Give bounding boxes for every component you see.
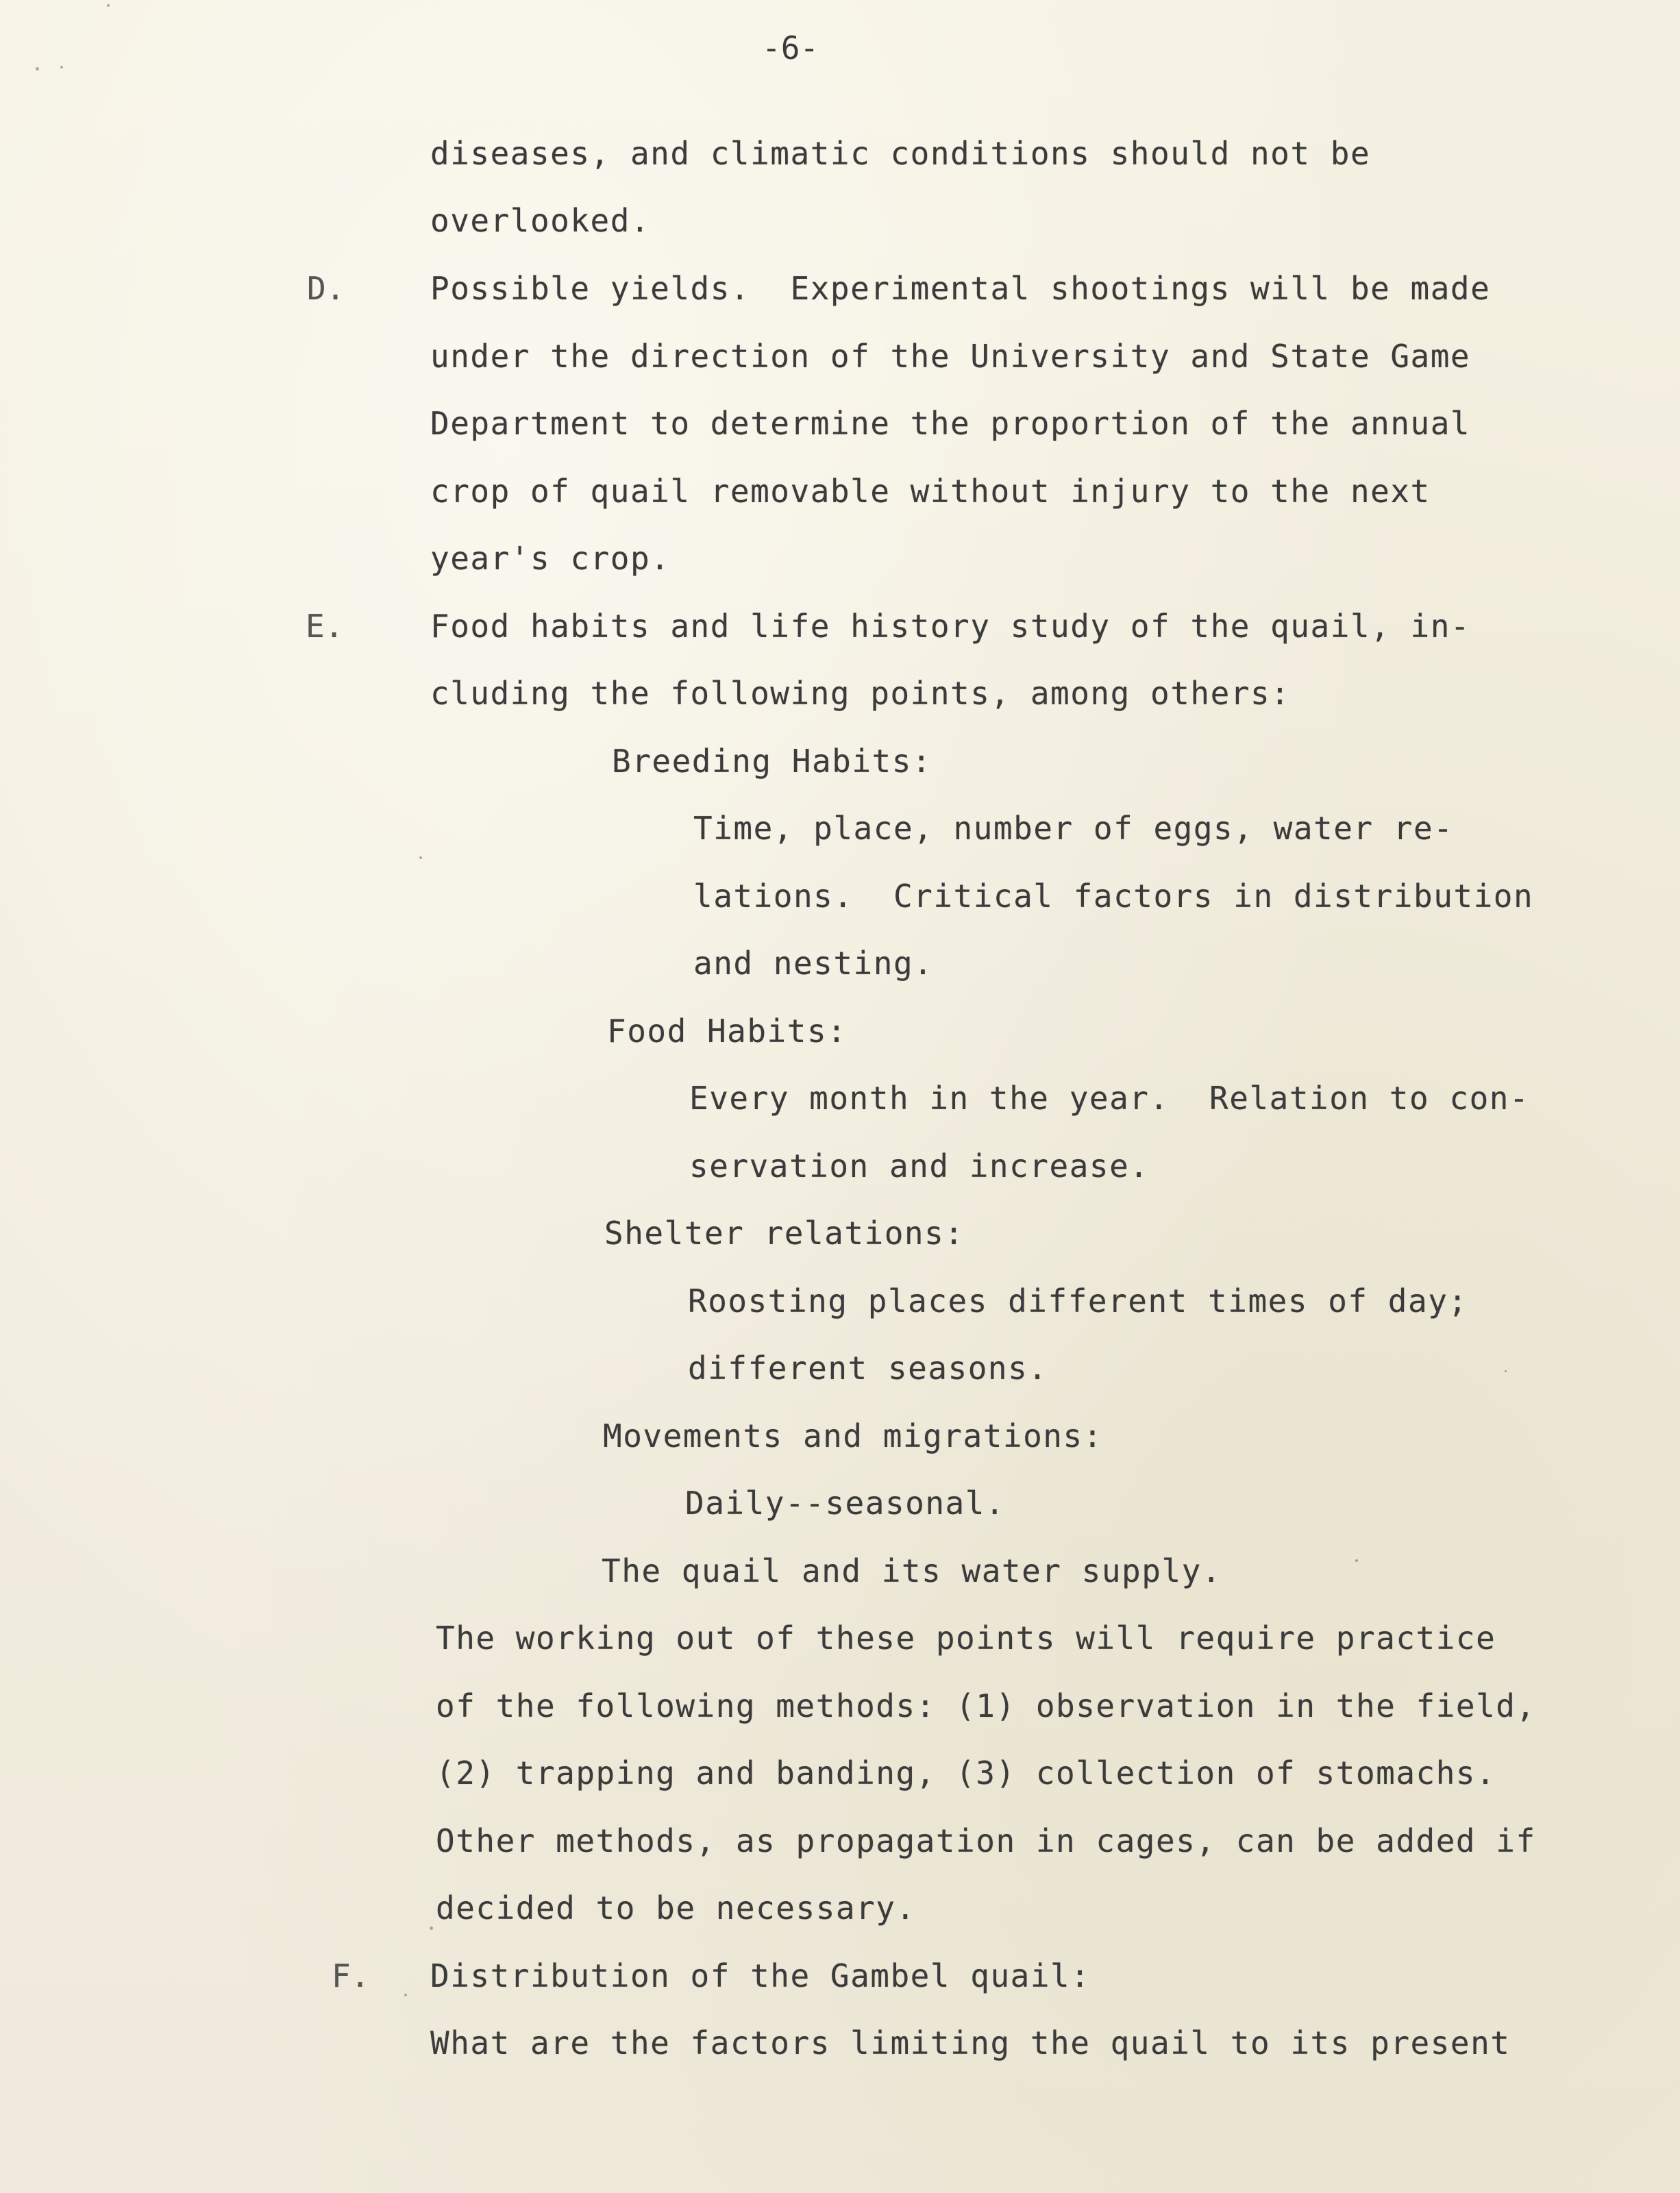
text-line: cluding the following points, among others: [430,675,1291,712]
text-line: servation and increase. [689,1148,1150,1185]
text-line: decided to be necessary. [436,1890,916,1926]
paper-speck [1505,1370,1507,1372]
text-line: lations. Critical factors in distribution [693,878,1534,915]
text-line: (2) trapping and banding, (3) collection of stomachs. [436,1755,1496,1792]
subheading-line: Shelter relations: [604,1215,965,1252]
text-line: Possible yields. Experimental shootings will be made [430,270,1491,307]
section-label-e: E. [306,608,344,645]
text-line: The quail and its water supply. [602,1552,1222,1589]
text-line: diseases, and climatic conditions should not be [430,135,1371,172]
text-line: of the following methods: (1) observation in the field, [436,1687,1536,1724]
text-line: Every month in the year. Relation to con- [689,1080,1530,1117]
subheading-line: Breeding Habits: [612,743,932,780]
text-line: What are the factors limiting the quail to its present [430,2024,1511,2061]
text-line: Time, place, number of eggs, water re- [693,810,1454,847]
text-line: different seasons. [688,1350,1048,1387]
text-line: Daily--seasonal. [685,1485,1006,1522]
paper-speck [1355,1559,1358,1562]
text-line: under the direction of the University and State Game [430,338,1471,375]
text-line: The working out of these points will require practice [436,1620,1496,1657]
paper-speck [60,66,63,69]
text-line: Roosting places different times of day; [688,1283,1468,1319]
subheading-line: Food Habits: [607,1013,848,1050]
paper-speck [107,4,110,7]
page-number: -6- [762,29,819,66]
paper-speck [36,67,39,71]
text-line: Department to determine the proportion of the annual [430,405,1471,442]
section-label-d: D. [307,270,345,307]
text-line: crop of quail removable without injury to the next [430,473,1431,510]
text-line: and nesting. [693,945,934,982]
text-line: Distribution of the Gambel quail: [430,1957,1091,1994]
paper-speck [419,856,422,859]
section-label-f: F. [332,1957,370,1994]
text-line: Food habits and life history study of the quail, in- [430,608,1471,645]
paper-speck [404,1994,407,1996]
text-line: Other methods, as propagation in cages, can be added if [436,1822,1536,1859]
text-line: year's crop. [430,540,671,577]
paper-speck [430,1926,433,1930]
subheading-line: Movements and migrations: [603,1417,1103,1454]
text-line: overlooked. [430,202,651,239]
